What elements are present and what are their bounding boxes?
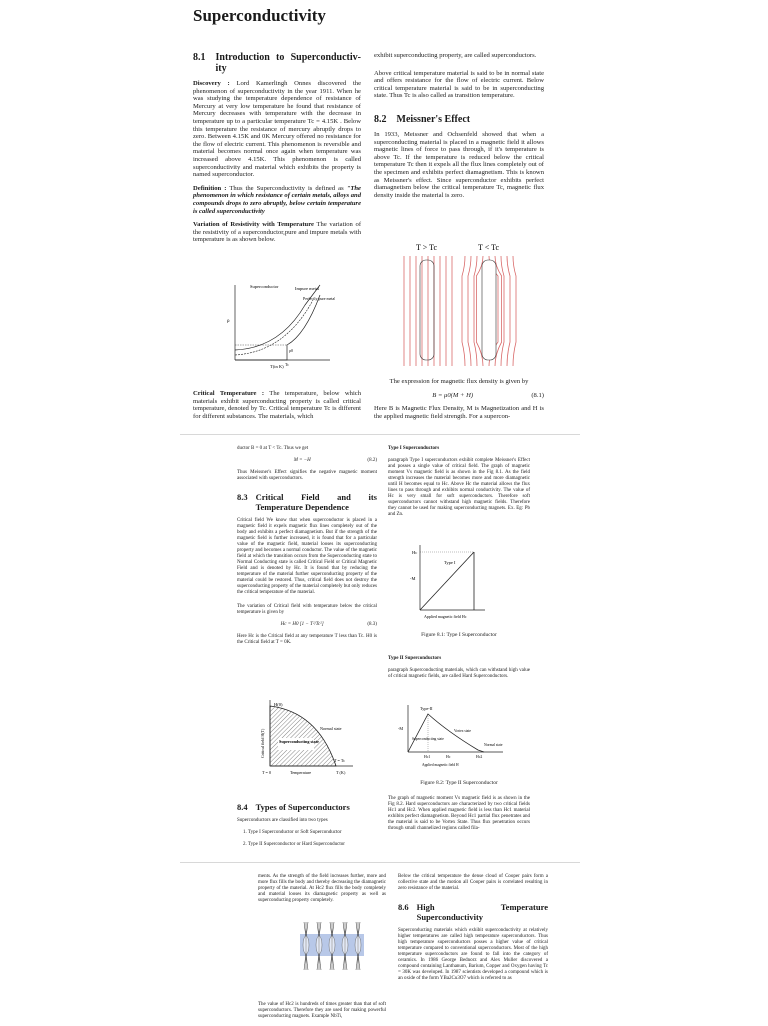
section-8-6-heading	[398, 902, 548, 922]
label-t-tc: T = Tc	[334, 758, 345, 763]
equation-8-3	[237, 622, 377, 628]
label-applied-field: Applied magnetic field Hc	[424, 614, 467, 619]
graph-label-pure: Perfectly pure metal	[303, 296, 335, 301]
discovery-label: Discovery :	[193, 80, 230, 87]
variation-text: The variation of the resistivity of a superconductor,pure and impure metals with temperature is as shown below.	[193, 221, 362, 244]
critical-text: The temperature, below which materials exhibit superconducting property is called critical temperature, denoted by Tc. Critical temperature Tc is different for different substances. The materials, which	[193, 390, 362, 420]
normal-state-paragraph: Above critical temperature material is said to be in normal state and offers resistance for the flow of electric current. Below critical temperature material is said to be in superconducting state. Thus Tc is also called as transition temperature.	[374, 69, 544, 100]
definition-text: Thus the Superconductivity is defined as	[229, 184, 344, 192]
label-hc2: Hc2	[476, 755, 483, 759]
page3-left-bottom	[258, 1002, 386, 1026]
page1-right-column	[374, 52, 544, 205]
critical-temp-paragraph	[193, 390, 361, 426]
flux-intro: The expression for magnetic flux density is given by	[389, 378, 529, 385]
critical-field-graph	[258, 698, 358, 778]
meissner-paragraph: In 1933, Meissner and Ochsenfeld showed that when a superconducting material is placed in a magnetic field it allows magnetic lines of force to pass through, if it's temperature is above Tc. If the temperature is reduced below the critical temperature Tc then it expels all the flux lines completely out of the specimen and exhibits perfect diamagnetism. This is known as Meissner's effect. Since superconductor exhibits perfect diamagnetism below the critical temperature Tc, magnetic flux density inside the material is zero.	[374, 130, 544, 199]
label-critical-field: Critical field H(T)	[260, 728, 265, 758]
flux-line	[468, 256, 471, 366]
section-number: 8.2	[374, 113, 387, 125]
discovery-paragraph	[193, 80, 361, 179]
cooper-pairs-text: Below the critical temperature the dense cloud of Cooper pairs form a collective state and the motion all Cooper pairs is correlated resulting in zero resistance of the material.	[398, 874, 548, 891]
section-title: High Temperature Superconductivity	[416, 902, 548, 922]
figure-8-1-caption: Figure 8.1: Type I Superconductor	[421, 632, 497, 638]
specimen-below-tc	[482, 260, 496, 360]
type-item-1: 1. Type I Superconductor or Soft Superconductor	[243, 830, 342, 835]
label-hc-axis: Hc	[412, 550, 418, 555]
page1-left-column	[193, 52, 361, 250]
section-title: Meissner's Effect	[396, 113, 471, 125]
discovery-text: Lord Kamerlingh Onnes discovered the phenomenon of superconductivity in the year 1911. When he was studying the temperature dependence of resistance of Mercury at very low temperature he found that resistance of Mercury decreases with temperature with the decrease in temperature up to a particular temperature Tc = 4.15K . Below this temperature the resistance of mercury abruptly drops to zero. Between 4.15K and 0K Mercury offered no resistance for the flow of electric current. This phenomenon is reversible and material becomes normal once again when temperature was increased above 4.15K. This phenomenon is called superconductivity and material which exhibits the property is named superconductor.	[193, 80, 361, 179]
equation-number: (8.2)	[367, 458, 377, 463]
label-superconducting-state: Superconducting state	[279, 739, 319, 744]
vortex-state-figure	[296, 920, 368, 972]
graph-label-x: T(in K)	[270, 364, 284, 369]
after-equation-8-3: Here Hc is the Critical field at any temperature T less than Tc. H0 is the Critical field at T = 0K.	[237, 634, 377, 645]
equation-8-1	[374, 392, 544, 400]
section-8-3-heading	[237, 492, 377, 512]
section-title: Critical Field and its Temperature Dependence	[255, 492, 377, 512]
type1-graph	[410, 540, 490, 620]
equation-8-2	[237, 458, 377, 464]
critical-field-paragraph: Critical field We know that when superconductor is placed in a magnetic field it expels magnetic flux lines completely out of the body and exhibits a perfect diamagnetism. But if the strength of the magnetic field is further increased, it is found that for a particular value of the magnetic field, material looses its superconducting property and becomes a normal conductor. The value of the magnetic field at which the transition occurs from the Superconducting state to Normal Conducting state is called Critical Field or Critical Magnetic Field and is denoted by Hc. It is found that by reducing the temperature of the material further superconducting property of the material could be restored. Thus, critical field does not destroy the superconducting property of the material completely but only reduces the critical temperature of the material.	[237, 518, 377, 595]
graph-label-rho: ρ	[227, 319, 230, 324]
type2-heading: Type II Superconductors	[388, 656, 442, 661]
vortex-core	[342, 936, 348, 954]
label-superconducting-state: Superconducting state	[412, 737, 444, 741]
continued-text: exhibit superconducting property, are called superconductors.	[374, 52, 537, 59]
page2-right-column	[388, 446, 530, 524]
vortex-core	[355, 936, 361, 954]
section-number: 8.3	[237, 492, 248, 502]
flux-line	[462, 256, 465, 366]
label-normal-state: Normal state	[484, 743, 503, 747]
equation: Hc = H0 [1 − T²/Tc²]	[280, 622, 324, 627]
section-number: 8.1	[193, 52, 206, 63]
flux-line	[513, 256, 516, 366]
type1-heading: Type I Superconductors	[388, 446, 440, 451]
types-section	[237, 802, 377, 854]
type2-continued	[388, 796, 530, 838]
label-t-0: T = 0	[262, 770, 272, 775]
definition-label: Definition :	[193, 184, 227, 192]
page3-right-column	[398, 874, 548, 988]
equation: B = μ0(M + H)	[432, 391, 474, 399]
section-8-4-heading	[237, 802, 377, 812]
graph-label-rho0: ρ0	[289, 348, 293, 353]
flux-density-block	[374, 378, 544, 426]
type-item-2: 2. Type II Superconductor or Hard Superconductor	[243, 842, 345, 847]
after-equation-text: Here B is Magnetic Flux Density, M is Magnetization and H is the applied magnetic field strength. For a supercon-	[374, 405, 544, 420]
label-normal-state: Normal state	[320, 726, 342, 731]
page2-left-column	[237, 446, 377, 652]
label-applied-field: Applied magnetic field H	[422, 763, 459, 767]
section-number: 8.6	[398, 902, 409, 912]
type2-graph	[398, 702, 508, 772]
meissner-conclusion: Thus Meissner's Effect signifies the negative magnetic moment associated with superconductors.	[237, 470, 377, 481]
continued-text: ductor B = 0 at T < Tc. Thus we get	[237, 446, 309, 451]
critical-field-variation: The variation of Critical field with temperature below the critical temperature is given by	[237, 604, 377, 615]
label-type1: Type I	[444, 560, 456, 565]
label-below-tc: T < Tc	[478, 243, 499, 252]
page-3	[0, 866, 768, 1024]
section-8-1-heading	[193, 52, 361, 74]
definition-paragraph	[193, 185, 361, 215]
vortex-core	[316, 936, 322, 954]
high-temp-paragraph: Superconducting materials which exhibit superconductivity at relatively higher temperatures are called high temperature superconductors. Thus high temperature superconductors posses a higher value of critical temperature compared to conventional superconductors. Most of the high temperature superconductors are found to fall into the category of ceramics. In 1986 George Bednorz and Alex Muller discovered a compound containing Lanthanum, Barium, Copper and Oxygen having Tc = 30K was developed. In 1987 scientists developed a compound which is an oxide of the form YBa2Cu3O7 which is referred to as	[398, 928, 548, 981]
section-title: Types of Superconductors	[255, 802, 350, 812]
section-title: Introduction to Superconductiv- ity	[215, 52, 361, 74]
vortex-core	[329, 936, 335, 954]
page-title: Superconductivity	[193, 6, 326, 25]
graph-label-superconductor: Superconductor	[250, 284, 279, 289]
definition-quote: "The phenomenon in which resistance of certain metals, alloys and compounds drops to zero abruptly, below certain temperature is called superconductivity	[193, 184, 361, 215]
type1-paragraph: paragraph Type I superconductors exhibit complete Meissner's Effect and posses a single value of critical field. The graph of magnetic moment Vs magnetic field is as shown in the Fig 8.1. As the field strength increases the material becomes more and more diamagnetic until H becomes equal to Hc. Above Hc the material allows the flux lines to pass through and exhibits normal conductivity. The value of Hc is very small for soft superconductors. Therefore soft superconductors cannot withstand high magnetic fields. Therefore they cannot be used for making superconducting magnets. Ex. Eg: Pb and Zn.	[388, 458, 530, 517]
hard-superconductor-text: ments. As the strength of the field increases further, more and more flux fills the body and thereby decreasing the diamagnetic property of the material. At Hc2 flux fills the body completely and material looses its diamagnetic property as well as superconducting property completely.	[258, 874, 386, 903]
graph-label-tc: Tc	[285, 362, 289, 367]
label-hc1: Hc1	[424, 755, 431, 759]
page3-left-column	[258, 874, 386, 910]
vortex-core	[303, 936, 309, 954]
label-temperature: Temperature	[290, 770, 312, 775]
section-number: 8.4	[237, 802, 248, 812]
resistivity-graph	[225, 280, 335, 370]
label-minus-m: -M	[410, 576, 416, 581]
section-8-2-heading	[374, 114, 544, 125]
label-vortex-state: Vortex state	[454, 729, 471, 733]
label-minus-m: -M	[398, 726, 404, 731]
critical-label: Critical Temperature :	[193, 390, 265, 397]
page-2	[0, 440, 768, 860]
label-t-k: T (K)	[336, 770, 346, 775]
types-intro: Superconductors are classified into two types	[237, 818, 328, 823]
page-1	[0, 0, 768, 440]
equation-number: (8.3)	[367, 622, 377, 627]
equation-number: (8.1)	[531, 391, 544, 399]
figure-8-2-caption: Figure 8.2: Type II Superconductor	[420, 780, 498, 786]
label-above-tc: T > Tc	[416, 243, 437, 252]
label-type2: Type-II	[420, 706, 433, 711]
type2-block	[388, 656, 530, 686]
graph-label-impure: Impure metal	[295, 286, 320, 291]
type2-paragraph: paragraph Superconducting materials, which can withstand high value of critical magnetic fields, are called Hard Superconductors.	[388, 668, 530, 679]
hc2-text: The value of Hc2 is hundreds of times greater than that of soft superconductors. Therefore they are used for making powerful superconducting magnets. Example NbTi,	[258, 1002, 386, 1019]
type2-graph-paragraph: The graph of magnetic moment Vs magnetic field is as shown in the Fig 8.2. Hard superconductors are characterized by two critical fields Hc1 and Hc2. When applied magnetic field is less than Hc1 material exhibits perfect diamagnetism. Beyond Hc1 partial flux penetrates and the material is said to be Vortex State. Thus flux penetration occurs through small channelized regions called fila-	[388, 796, 530, 831]
flux-line	[507, 256, 510, 366]
equation: M = −H	[293, 458, 311, 463]
variation-paragraph	[193, 221, 361, 244]
label-h0: H(0)	[274, 702, 283, 707]
label-hc: Hc	[446, 755, 451, 759]
meissner-figure	[396, 242, 536, 370]
variation-label: Variation of Resistivity with Temperature	[193, 221, 314, 229]
flux-lines-above-tc	[404, 256, 452, 366]
